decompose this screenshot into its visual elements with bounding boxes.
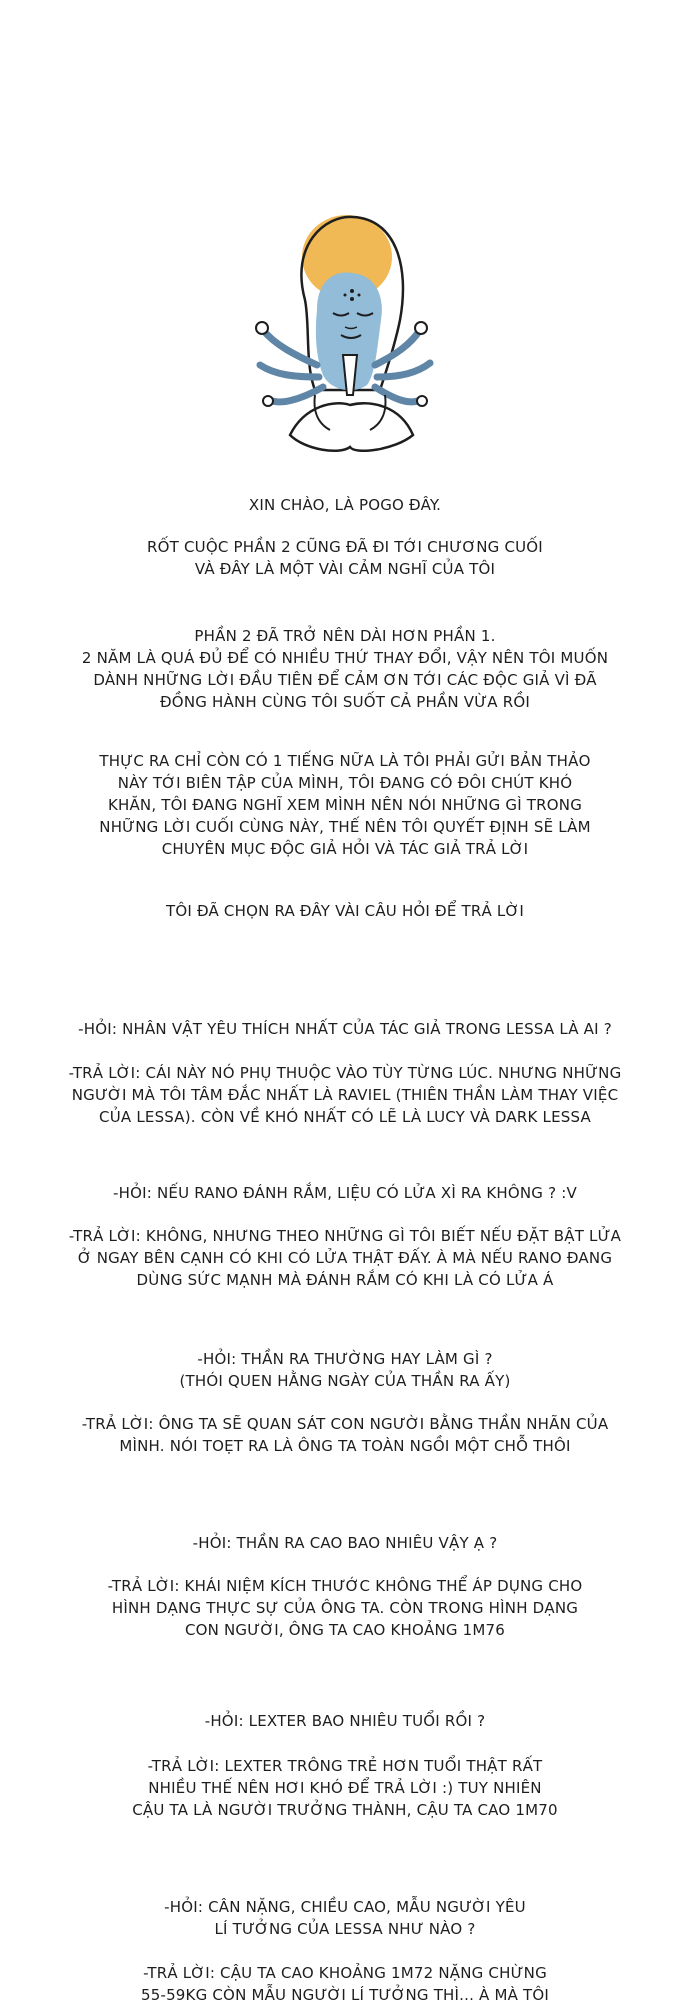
text-line: ĐỒNG HÀNH CÙNG TÔI SUỐT CẢ PHẦN VỪA RỒI <box>159 693 530 711</box>
question-line: LÍ TƯỞNG CỦA LESSA NHƯ NÀO ? <box>214 1920 476 1938</box>
answer-line: -TRẢ LỜI: ÔNG TA SẼ QUAN SÁT CON NGƯỜI BẰNG THẦN NHÃN CỦA <box>81 1415 609 1433</box>
text-line: TÔI ĐÃ CHỌN RA ĐÂY VÀI CÂU HỎI ĐỂ TRẢ LỜI <box>165 902 524 920</box>
text-line: 2 NĂM LÀ QUÁ ĐỦ ĐỂ CÓ NHIỀU THỨ THAY ĐỔI, VẬY NÊN TÔI MUỐN <box>81 649 609 667</box>
pogo-mascot-illustration <box>235 205 465 485</box>
answer-3 <box>40 1413 650 1457</box>
answer-line: -TRẢ LỜI: CẬU TA CAO KHOẢNG 1M72 NẶNG CHỪNG <box>143 1964 547 1982</box>
answer-line: -TRẢ LỜI: KHÔNG, NHƯNG THEO NHỮNG GÌ TÔI BIẾT NẾU ĐẶT BẬT LỬA <box>68 1227 622 1245</box>
answer-line: DÙNG SỨC MẠNH MÀ ĐÁNH RẮM CÓ KHI LÀ CÓ LỬA Á <box>136 1271 554 1289</box>
answer-line: Ở NGAY BÊN CẠNH CÓ KHI CÓ LỬA THẬT ĐẤY. À MÀ NẾU RANO ĐANG <box>77 1249 613 1267</box>
answer-line: -TRẢ LỜI: CÁI NÀY NÓ PHỤ THUỘC VÀO TÙY TỪNG LÚC. NHƯNG NHỮNG <box>68 1064 622 1082</box>
question-4 <box>40 1532 650 1554</box>
answer-line: HÌNH DẠNG THỰC SỰ CỦA ÔNG TA. CÒN TRONG HÌNH DẠNG <box>111 1599 579 1617</box>
text-line: THỰC RA CHỈ CÒN CÓ 1 TIẾNG NỮA LÀ TÔI PHẢI GỬI BẢN THẢO <box>99 752 591 770</box>
answer-5 <box>40 1755 650 1821</box>
answer-6 <box>40 1962 650 2006</box>
question-line: -HỎI: THẦN RA THƯỜNG HAY LÀM GÌ ? <box>197 1350 493 1368</box>
intro-paragraph-3 <box>40 750 650 860</box>
greeting-block <box>40 494 650 516</box>
question-line: (THÓI QUEN HẰNG NGÀY CỦA THẦN RA ẤY) <box>179 1372 511 1390</box>
text-line: RỐT CUỘC PHẦN 2 CŨNG ĐÃ ĐI TỚI CHƯƠNG CUỐI <box>147 538 543 556</box>
answer-line: CẬU TA LÀ NGƯỜI TRƯỞNG THÀNH, CẬU TA CAO 1M70 <box>132 1801 558 1819</box>
question-line: -HỎI: NẾU RANO ĐÁNH RẮM, LIỆU CÓ LỬA XÌ RA KHÔNG ? :V <box>113 1184 577 1202</box>
answer-line: -TRẢ LỜI: KHÁI NIỆM KÍCH THƯỚC KHÔNG THỂ ÁP DỤNG CHO <box>107 1577 583 1595</box>
question-line: -HỎI: THẦN RA CAO BAO NHIÊU VẬY Ạ ? <box>192 1534 498 1552</box>
legs-shape <box>290 403 413 450</box>
text-line: NÀY TỚI BIÊN TẬP CỦA MÌNH, TÔI ĐANG CÓ ĐÔI CHÚT KHÓ <box>117 774 573 792</box>
answer-line: NGƯỜI MÀ TÔI TÂM ĐẮC NHẤT LÀ RAVIEL (THIÊN THẦN LÀM THAY VIỆC <box>71 1086 619 1104</box>
answer-2 <box>40 1225 650 1291</box>
answer-4 <box>40 1575 650 1641</box>
intro-paragraph-2 <box>40 625 650 713</box>
question-1 <box>40 1018 650 1040</box>
question-line: -HỎI: LEXTER BAO NHIÊU TUỔI RỒI ? <box>204 1712 486 1730</box>
intro-paragraph-1 <box>40 536 650 580</box>
question-line: -HỎI: CÂN NẶNG, CHIỀU CAO, MẪU NGƯỜI YÊU <box>164 1898 526 1916</box>
question-line: -HỎI: NHÂN VẬT YÊU THÍCH NHẤT CỦA TÁC GIẢ TRONG LESSA LÀ AI ? <box>78 1020 612 1038</box>
greeting-line: XIN CHÀO, LÀ POGO ĐÂY. <box>248 496 442 514</box>
text-line: CHUYÊN MỤC ĐỘC GIẢ HỎI VÀ TÁC GIẢ TRẢ LỜI <box>161 840 529 858</box>
text-line: KHĂN, TÔI ĐANG NGHĨ XEM MÌNH NÊN NÓI NHỮNG GÌ TRONG <box>107 796 583 814</box>
question-2 <box>40 1182 650 1204</box>
text-line: DÀNH NHỮNG LỜI ĐẦU TIÊN ĐỂ CẢM ƠN TỚI CÁC ĐỘC GIẢ VÌ ĐÃ <box>93 671 597 689</box>
answer-line: -TRẢ LỜI: LEXTER TRÔNG TRẺ HƠN TUỔI THẬT RẤT <box>147 1757 543 1775</box>
intro-paragraph-4 <box>40 900 650 922</box>
question-3 <box>40 1348 650 1392</box>
text-line: NHỮNG LỜI CUỐI CÙNG NÀY, THẾ NÊN TÔI QUYẾT ĐỊNH SẼ LÀM <box>99 818 591 836</box>
answer-line: 55-59KG CÒN MẪU NGƯỜI LÍ TƯỞNG THÌ... À MÀ TÔI <box>140 1986 550 2004</box>
answer-1 <box>40 1062 650 1128</box>
question-5 <box>40 1710 650 1732</box>
text-line: PHẦN 2 ĐÃ TRỞ NÊN DÀI HƠN PHẦN 1. <box>194 627 496 645</box>
question-6 <box>40 1896 650 1940</box>
answer-line: CON NGƯỜI, ÔNG TA CAO KHOẢNG 1M76 <box>184 1621 506 1639</box>
answer-line: CỦA LESSA). CÒN VỀ KHÓ NHẤT CÓ LẼ LÀ LUCY VÀ DARK LESSA <box>99 1108 591 1126</box>
answer-line: NHIỀU THẾ NÊN HƠI KHÓ ĐỂ TRẢ LỜI :) TUY NHIÊN <box>148 1779 542 1797</box>
text-line: VÀ ĐÂY LÀ MỘT VÀI CẢM NGHĨ CỦA TÔI <box>194 560 496 578</box>
answer-line: MÌNH. NÓI TOẸT RA LÀ ÔNG TA TOÀN NGỒI MỘT CHỖ THÔI <box>119 1437 571 1455</box>
